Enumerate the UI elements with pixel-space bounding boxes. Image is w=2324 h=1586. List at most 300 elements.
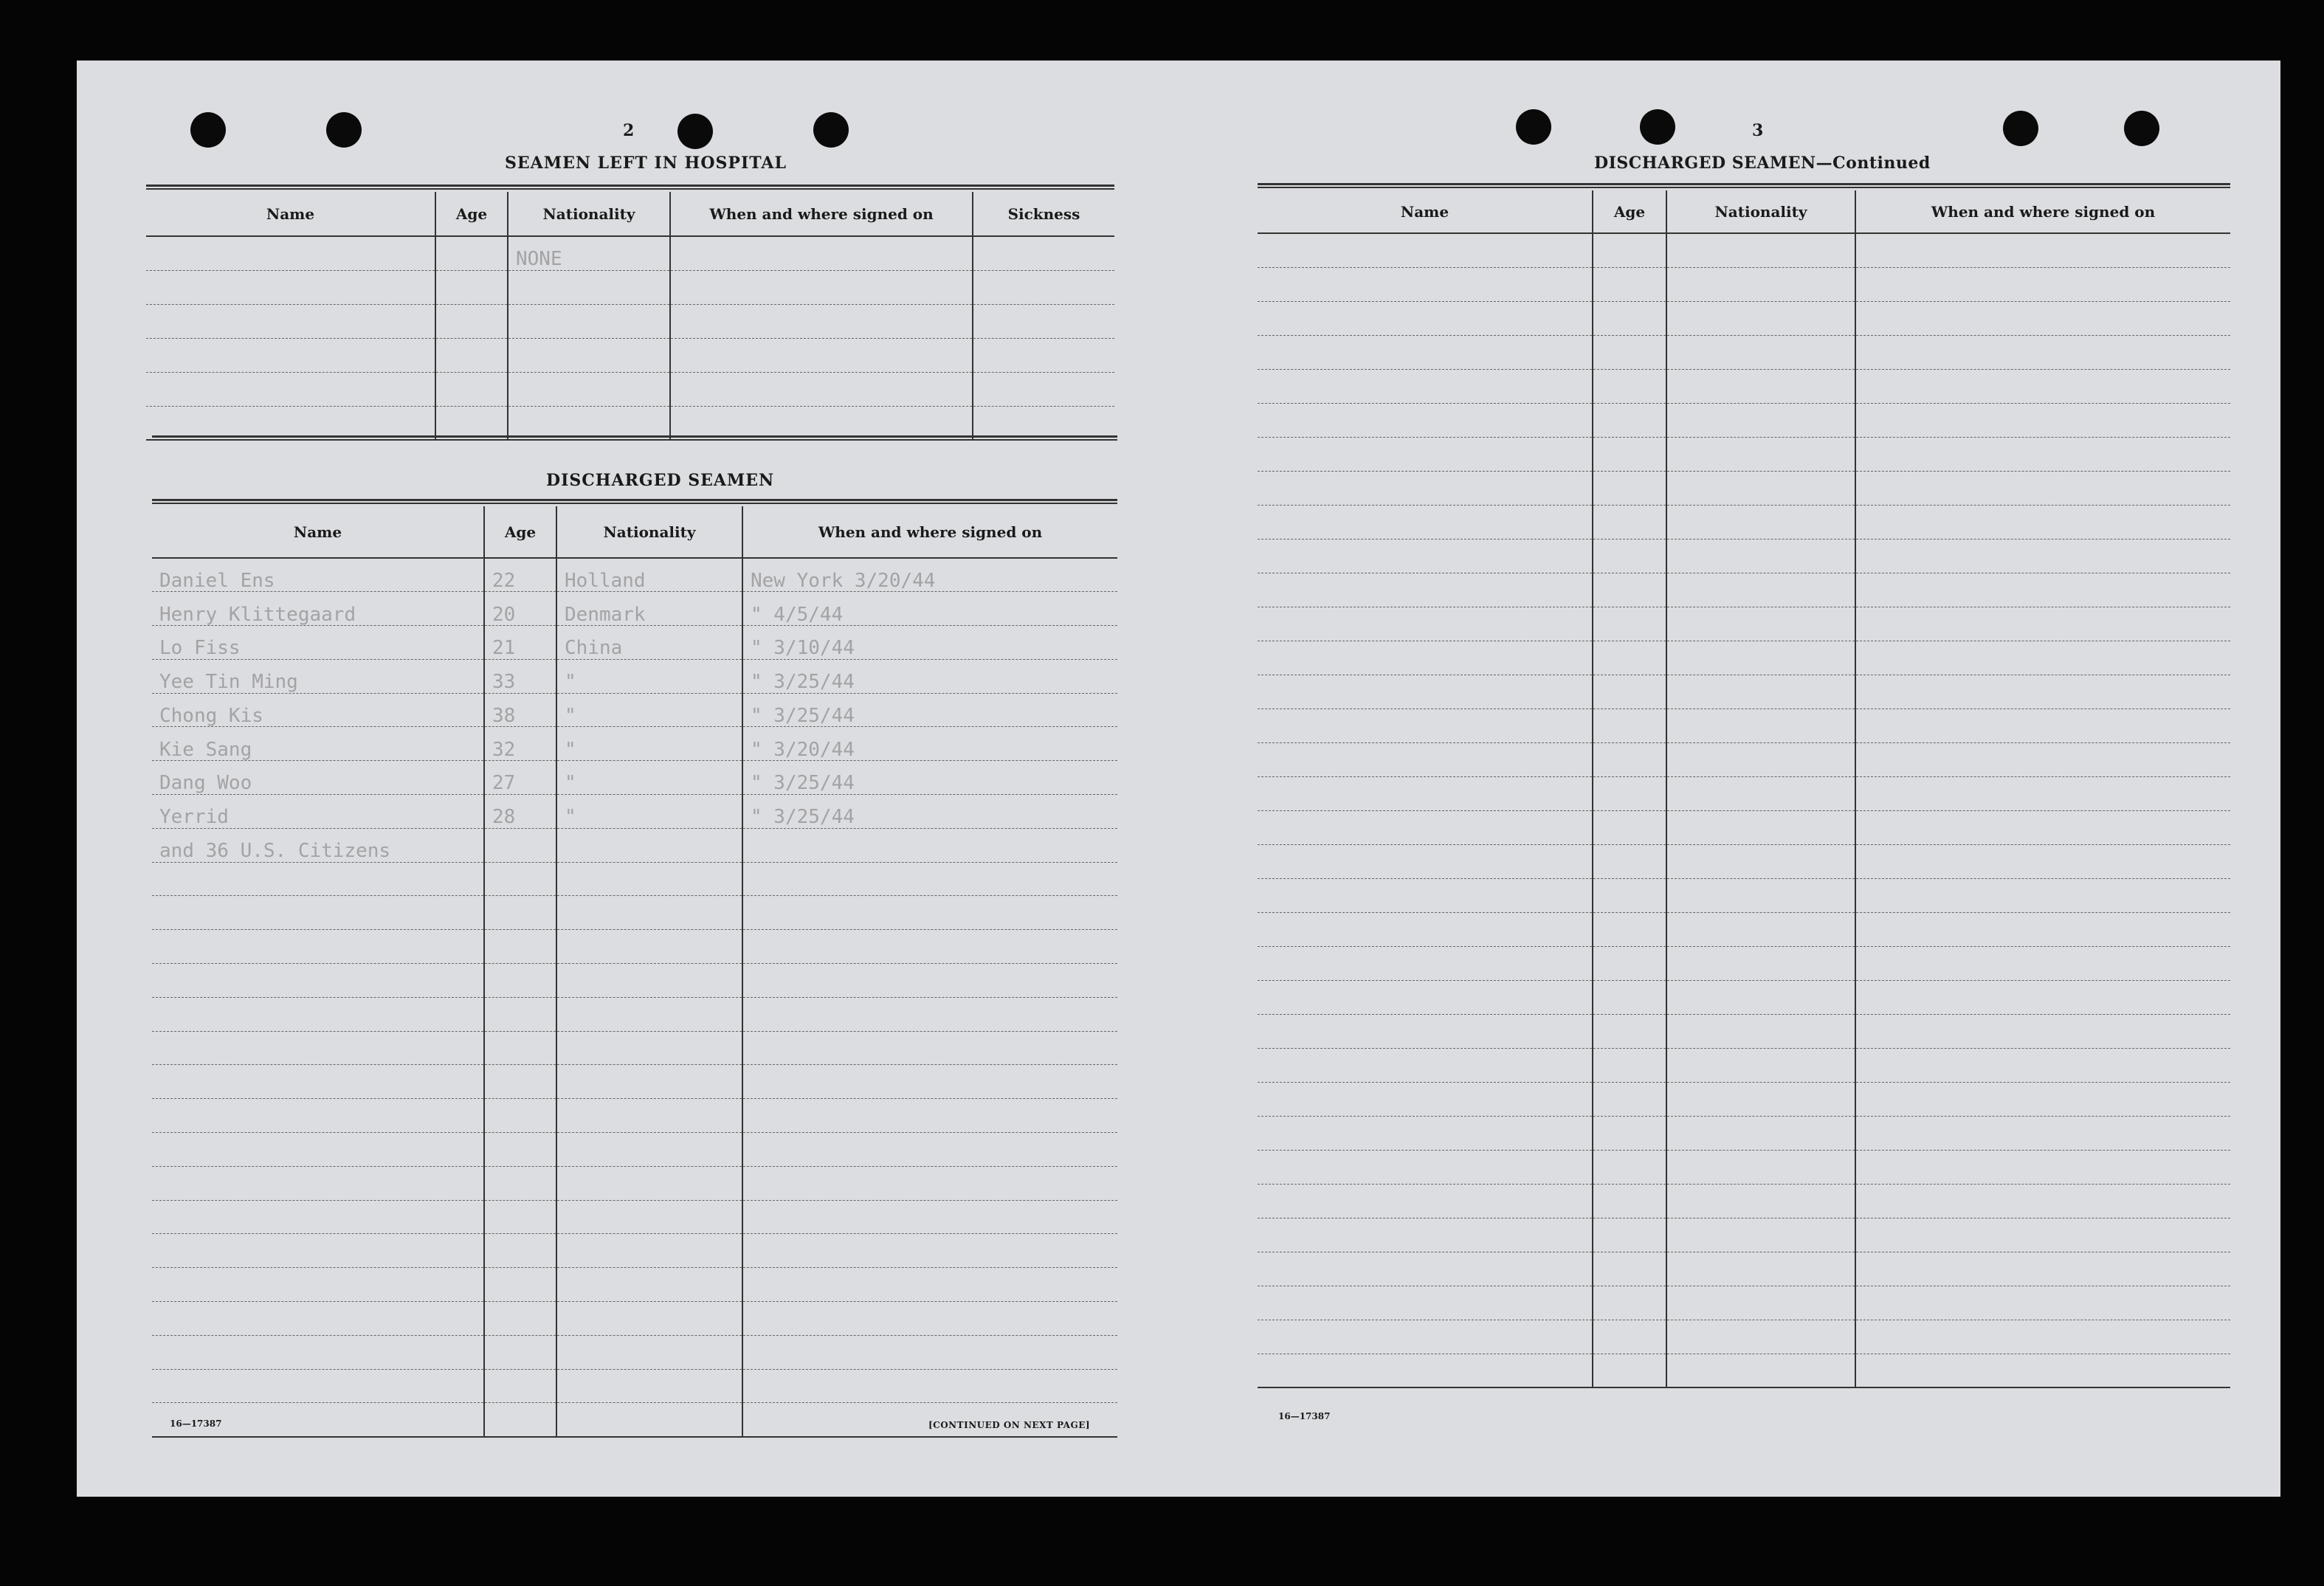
table-cell [556,1268,742,1302]
table-cell [1593,1082,1666,1116]
table-cell [1258,1354,1593,1387]
table-cell [1593,607,1666,641]
table-cell [1666,267,1855,301]
table-cell: Daniel Ens [152,558,484,592]
table-row [1258,675,2230,708]
table-row [1258,301,2230,335]
table-row [1258,776,2230,810]
table-cell [152,964,484,998]
table-row [152,558,1117,592]
table-cell: " 3/25/44 [742,761,1117,795]
table-cell [742,1302,1117,1336]
table-row [152,862,1117,896]
table-cell [1593,844,1666,878]
table-cell [742,1065,1117,1099]
table-row [1258,369,2230,403]
table-row [1258,437,2230,471]
table-cell [1258,844,1593,878]
table-row [1258,641,2230,675]
table-cell [484,1166,556,1200]
table-cell [152,862,484,896]
table-cell [742,1099,1117,1133]
punch-hole [2124,111,2159,146]
table-cell [1666,641,1855,675]
table-cell [1593,810,1666,844]
table-row [1258,1286,2230,1320]
column-header: Age [435,192,508,236]
table-cell [1258,1252,1593,1286]
table-cell [152,1369,484,1403]
table-cell: 38 [484,693,556,727]
table-row [152,1031,1117,1065]
table-cell [556,1302,742,1336]
table-cell [484,1031,556,1065]
table-cell: " [556,659,742,693]
column-header: When and where signed on [1855,190,2230,233]
table-cell [484,1335,556,1369]
table-row [1258,505,2230,539]
table-cell [1855,946,2230,980]
table-cell [1855,742,2230,776]
table-cell [1258,301,1593,335]
table-row [152,1369,1117,1403]
header-rule [1258,183,2230,188]
table-cell [1666,233,1855,267]
table-row [152,1268,1117,1302]
table-cell [1593,233,1666,267]
table-cell [1666,1320,1855,1354]
table-cell [1593,471,1666,505]
table-cell [1258,1184,1593,1218]
table-row [1258,742,2230,776]
table-cell [1593,1048,1666,1082]
table-row [1258,810,2230,844]
table-row [1258,1354,2230,1387]
table-cell [1258,675,1593,708]
table-cell [1855,776,2230,810]
continued-section-title: DISCHARGED SEAMEN—Continued [1594,154,1931,173]
table-cell: 33 [484,659,556,693]
table-cell [1666,301,1855,335]
table-cell: 22 [484,558,556,592]
table-row [1258,946,2230,980]
table-cell [1855,1150,2230,1184]
table-cell [1666,1014,1855,1048]
punch-hole [190,112,226,148]
table-cell [146,270,435,304]
table-cell [1855,708,2230,742]
table-cell [1258,1048,1593,1082]
table-cell [1855,1184,2230,1218]
table-cell [1258,573,1593,607]
table-cell [484,896,556,930]
table-cell [1258,233,1593,267]
table-cell [435,304,508,338]
table-cell [152,930,484,964]
table-cell [1258,369,1593,403]
table-cell [1855,1014,2230,1048]
column-header: Name [152,506,484,558]
table-cell [1593,335,1666,369]
table-cell [1855,675,2230,708]
table-row [152,997,1117,1031]
table-cell [1593,301,1666,335]
table-cell [1666,980,1855,1014]
table-cell [152,1099,484,1133]
table-cell [1258,1150,1593,1184]
table-cell [1593,1320,1666,1354]
table-row [152,592,1117,626]
table-cell [435,372,508,406]
table-cell [1593,946,1666,980]
table-cell [1666,505,1855,539]
table-cell [556,1200,742,1234]
table-cell [1593,708,1666,742]
table-cell [1258,403,1593,437]
table-cell [1593,437,1666,471]
table-cell [742,997,1117,1031]
table-cell [152,1166,484,1200]
right-form-number: 16—17387 [1278,1411,1331,1421]
column-header: Age [1593,190,1666,233]
table-cell [1666,1354,1855,1387]
table-cell [556,828,742,862]
table-cell [1258,1320,1593,1354]
table-cell: Denmark [556,592,742,626]
table-cell [152,1031,484,1065]
table-cell [1593,1014,1666,1048]
table-cell [1666,844,1855,878]
table-cell [508,372,670,406]
column-header: Nationality [556,506,742,558]
table-cell [742,1335,1117,1369]
table-cell [1666,912,1855,946]
table-cell [1258,946,1593,980]
table-cell [1855,301,2230,335]
table-row [152,1335,1117,1369]
table-cell [1593,675,1666,708]
table-row [152,795,1117,829]
table-cell [556,964,742,998]
table-cell [1666,1218,1855,1252]
table-cell [1855,505,2230,539]
table-cell [1855,1082,2230,1116]
table-cell [742,862,1117,896]
punch-hole [2003,111,2038,146]
table-cell [1855,641,2230,675]
table-cell [556,862,742,896]
table-cell [1855,844,2230,878]
table-cell: " [556,795,742,829]
table-cell [1855,980,2230,1014]
table-row [1258,980,2230,1014]
table-row [152,896,1117,930]
table-cell: " 3/10/44 [742,626,1117,660]
table-cell [1258,471,1593,505]
table-cell [742,1166,1117,1200]
table-cell [670,372,973,406]
table-cell: " 3/25/44 [742,659,1117,693]
table-row [1258,708,2230,742]
table-cell [1666,675,1855,708]
table-cell [556,930,742,964]
table-cell [1855,233,2230,267]
table-row [1258,335,2230,369]
header-rule [152,499,1117,504]
table-row [1258,1150,2230,1184]
table-cell [556,1166,742,1200]
table-cell [742,1031,1117,1065]
table-cell [1593,1286,1666,1320]
table-row [152,693,1117,727]
table-row [152,761,1117,795]
table-row [1258,1048,2230,1082]
table-row [146,270,1114,304]
table-cell: NONE [508,236,670,270]
table-cell [484,1369,556,1403]
continued-table [1258,190,2230,1388]
table-cell: 28 [484,795,556,829]
table-cell [1666,742,1855,776]
table-cell [1593,539,1666,573]
table-cell [484,997,556,1031]
table-row [152,659,1117,693]
table-row [152,626,1117,660]
table-cell [1666,810,1855,844]
table-cell [556,1099,742,1133]
table-cell [484,1302,556,1336]
table-row [152,828,1117,862]
table-cell [484,1268,556,1302]
table-row [152,1234,1117,1268]
table-cell: 32 [484,727,556,761]
table-row [1258,1184,2230,1218]
table-cell [1855,810,2230,844]
table-row [152,1099,1117,1133]
table-cell [973,338,1114,372]
table-cell: " [556,693,742,727]
table-cell: 21 [484,626,556,660]
punch-hole [326,112,362,148]
table-cell [508,304,670,338]
table-cell [1593,776,1666,810]
table-row [1258,1252,2230,1286]
table-cell [152,1065,484,1099]
table-row [152,1166,1117,1200]
table-cell [1855,403,2230,437]
table-row [152,727,1117,761]
table-cell: Yee Tin Ming [152,659,484,693]
table-cell: 20 [484,592,556,626]
table-cell: Yerrid [152,795,484,829]
table-cell: Chong Kis [152,693,484,727]
table-cell [435,270,508,304]
table-cell [1258,912,1593,946]
table-cell [1258,742,1593,776]
table-cell [1666,335,1855,369]
table-cell [1666,403,1855,437]
table-cell: and 36 U.S. Citizens [152,828,484,862]
table-cell [152,1200,484,1234]
table-cell [742,1234,1117,1268]
table-cell [484,964,556,998]
table-cell [1593,742,1666,776]
table-row [146,236,1114,270]
table-row [1258,267,2230,301]
table-cell [1593,912,1666,946]
table-cell: 27 [484,761,556,795]
hospital-section-title: SEAMEN LEFT IN HOSPITAL [505,154,787,173]
table-cell: Dang Woo [152,761,484,795]
table-cell [1855,539,2230,573]
table-cell [742,1200,1117,1234]
table-cell [1855,1286,2230,1320]
table-cell: Holland [556,558,742,592]
table-cell [973,270,1114,304]
table-row [1258,1218,2230,1252]
table-row [1258,471,2230,505]
table-cell [556,1031,742,1065]
table-cell [1666,369,1855,403]
table-cell [1258,776,1593,810]
table-cell [1258,505,1593,539]
table-cell [556,997,742,1031]
table-row [1258,539,2230,573]
table-cell [1666,708,1855,742]
table-cell [1666,878,1855,912]
table-cell [670,270,973,304]
table-cell [1258,1218,1593,1252]
table-cell [556,1234,742,1268]
discharged-table [152,506,1117,1438]
table-row [1258,1082,2230,1116]
table-cell: " 3/20/44 [742,727,1117,761]
table-cell [556,1065,742,1099]
column-header: Name [146,192,435,236]
table-cell [1855,1048,2230,1082]
table-cell [1666,776,1855,810]
column-header: Sickness [973,192,1114,236]
table-row [152,1200,1117,1234]
table-cell [146,304,435,338]
table-cell [1666,1286,1855,1320]
table-cell: Lo Fiss [152,626,484,660]
table-cell [1593,641,1666,675]
table-cell [1258,810,1593,844]
table-cell [1593,505,1666,539]
punch-hole [1640,109,1675,145]
table-cell [1855,471,2230,505]
table-row [1258,912,2230,946]
right-page-number: 3 [1752,121,1764,140]
column-header: When and where signed on [742,506,1117,558]
table-cell [1666,1150,1855,1184]
table-cell [556,1133,742,1167]
table-cell [1666,1048,1855,1082]
table-cell [1593,878,1666,912]
table-cell [146,372,435,406]
table-cell [1593,1252,1666,1286]
table-cell [484,1133,556,1167]
table-cell [1593,1184,1666,1218]
hospital-table [146,192,1114,441]
table-cell [556,896,742,930]
table-cell [1666,1082,1855,1116]
table-cell [670,338,973,372]
table-cell: New York 3/20/44 [742,558,1117,592]
left-page-number: 2 [623,121,635,140]
left-form-number: 16—17387 [170,1418,222,1429]
table-cell [670,304,973,338]
table-cell [973,304,1114,338]
table-cell [1855,573,2230,607]
table-row [152,1065,1117,1099]
table-cell [1258,437,1593,471]
table-cell [1258,607,1593,641]
table-row [1258,1320,2230,1354]
table-row [1258,1014,2230,1048]
table-cell [1258,1082,1593,1116]
table-cell [1855,1354,2230,1387]
table-cell [1666,946,1855,980]
table-cell [1855,1252,2230,1286]
table-cell [146,338,435,372]
table-row [146,372,1114,406]
column-header: When and where signed on [670,192,973,236]
discharged-section-title: DISCHARGED SEAMEN [546,471,775,490]
table-row [152,930,1117,964]
table-cell [973,372,1114,406]
table-cell [508,338,670,372]
table-cell [152,1133,484,1167]
table-cell [1258,1014,1593,1048]
table-cell [1855,1218,2230,1252]
table-cell [556,1335,742,1369]
table-cell [1855,878,2230,912]
table-cell [1593,1150,1666,1184]
table-cell [742,964,1117,998]
table-cell [1593,1116,1666,1150]
table-cell [484,1200,556,1234]
table-cell [484,1403,556,1437]
column-header: Name [1258,190,1593,233]
table-row [146,338,1114,372]
section-divider-rule [152,435,1117,441]
table-cell [508,270,670,304]
table-cell [152,896,484,930]
column-header: Nationality [1666,190,1855,233]
table-cell: " 3/25/44 [742,795,1117,829]
column-header: Nationality [508,192,670,236]
table-cell [1593,1218,1666,1252]
table-cell [484,862,556,896]
table-row [152,964,1117,998]
table-cell [1258,1286,1593,1320]
table-cell [670,236,973,270]
table-cell [742,828,1117,862]
table-cell [1593,1354,1666,1387]
table-cell [1593,267,1666,301]
table-cell [1258,980,1593,1014]
table-cell: Kie Sang [152,727,484,761]
table-cell [1593,980,1666,1014]
table-cell [1855,912,2230,946]
table-cell: China [556,626,742,660]
table-cell [556,1403,742,1437]
table-cell [1258,267,1593,301]
table-row [1258,878,2230,912]
punch-hole [813,112,849,148]
